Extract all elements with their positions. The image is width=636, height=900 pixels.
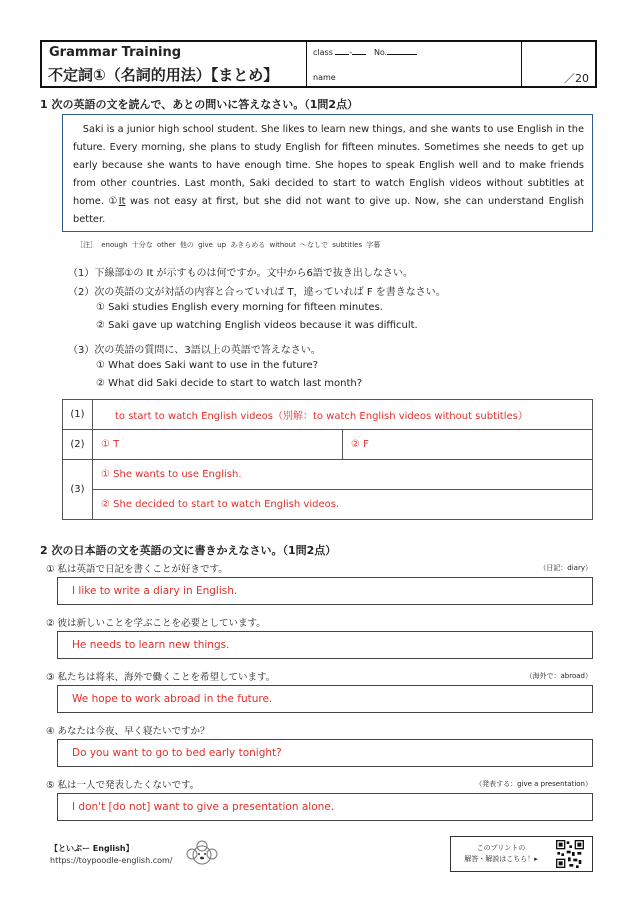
passage-line: to watch English videos without subtitles at home. bbox=[73, 178, 585, 208]
answer-number: (3) bbox=[63, 460, 93, 520]
translation-answer-2[interactable]: He needs to learn new things. bbox=[57, 631, 593, 659]
answer-row bbox=[63, 490, 593, 520]
reading-passage bbox=[62, 114, 593, 232]
translation-question-2: ② 彼は新しいことを学ぶことを必要としています。 bbox=[46, 618, 266, 629]
answer-cell[interactable]: ② F bbox=[343, 430, 593, 460]
answer-table bbox=[62, 399, 593, 520]
score-cell bbox=[522, 42, 595, 86]
translation-answer-4[interactable]: Do you want to go to bed early tonight? bbox=[57, 739, 593, 767]
answer-cell[interactable]: ① She wants to use English. bbox=[93, 460, 593, 490]
poodle-icon bbox=[184, 840, 220, 870]
no-label: No. bbox=[373, 48, 388, 57]
section1-title: 1 次の英語の文を読んで、あとの問いに答えなさい。（1問2点） bbox=[40, 98, 359, 111]
title-jp: 不定詞①（名詞的用法）【まとめ】 bbox=[48, 66, 279, 84]
hint-1: （日記：diary） bbox=[539, 564, 592, 572]
name-field[interactable]: name bbox=[313, 73, 336, 82]
question-1: （1）下線部①の It が示すものは何ですか。文中から6語で抜き出しなさい。 bbox=[68, 268, 413, 279]
answer-cell[interactable]: to start to watch English videos（別解：to watch English videos without subtitles） bbox=[93, 400, 593, 430]
student-info-cell bbox=[307, 42, 522, 86]
class-label: class bbox=[313, 48, 333, 57]
worksheet-header bbox=[40, 40, 597, 88]
translation-answer-1[interactable]: I like to write a diary in English. bbox=[57, 577, 593, 605]
vocabulary-notes: ［注］ enough 十分な other 他の give up あきらめる without ～なしで subtitles 字幕 bbox=[76, 241, 381, 249]
class-field[interactable] bbox=[313, 48, 417, 57]
answer-cell[interactable]: ② She decided to start to watch English videos. bbox=[93, 490, 593, 520]
section2-title: 2 次の日本語の文を英語の文に書きかえなさい。（1問2点） bbox=[40, 544, 337, 557]
translation-question-4: ④ あなたは今夜、早く寝たいですか？ bbox=[46, 726, 210, 737]
title-cell bbox=[42, 42, 307, 86]
answer-link-line: 解答・解説はこちら！▸ bbox=[464, 855, 538, 863]
passage-line: Saki is a junior high school student. She likes to learn new things, and she wants to use bbox=[82, 124, 514, 135]
question-3-item-2: ② What did Saki decide to start to watch last month? bbox=[96, 378, 363, 389]
passage-line: want to give up. Now, she can understand English better. bbox=[73, 196, 584, 226]
question-2: （2）次の英語の文が対話の内容と合っていれば T，違っていれば F を書きなさい。 bbox=[68, 287, 446, 298]
score-total: ／20 bbox=[564, 72, 589, 85]
answer-row bbox=[63, 460, 593, 490]
answer-row bbox=[63, 400, 593, 430]
translation-question-1: ① 私は英語で日記を書くことが好きです。 bbox=[46, 564, 228, 575]
brand-logo-text: 【といぷー English】 bbox=[50, 844, 134, 853]
answer-row bbox=[63, 430, 593, 460]
title-en: Grammar Training bbox=[49, 45, 182, 60]
answer-cell[interactable]: ① T bbox=[93, 430, 343, 460]
translation-answer-5[interactable]: I don't [do not] want to give a presentation alone. bbox=[57, 793, 593, 821]
hint-5: （発表する：give a presentation） bbox=[475, 780, 592, 788]
underline-marker: ① bbox=[108, 196, 119, 208]
class-dash: - bbox=[349, 48, 353, 57]
answer-number: (1) bbox=[63, 400, 93, 430]
qr-code-icon[interactable] bbox=[556, 840, 584, 868]
translation-question-3: ③ 私たちは将来、海外で働くことを希望しています。 bbox=[46, 672, 276, 683]
translation-question-5: ⑤ 私は一人で発表したくないです。 bbox=[46, 780, 200, 791]
question-2-item-2: ② Saki gave up watching English videos because it was difficult. bbox=[96, 320, 418, 331]
answer-number: (2) bbox=[63, 430, 93, 460]
passage-line: speak English well and to make friends from other countries. Last month, Saki decided to start bbox=[73, 160, 585, 190]
answer-link-text bbox=[455, 843, 547, 865]
passage-line: Sometimes she needs to get up early because she wants to have enough time. She hopes to bbox=[73, 142, 584, 172]
passage-line: English in the future. Every morning, she plans to study English for fifteen minutes. bbox=[73, 124, 584, 154]
translation-answer-3[interactable]: We hope to work abroad in the future. bbox=[57, 685, 593, 713]
hint-3: （海外で：abroad） bbox=[525, 672, 592, 680]
site-url-link[interactable]: https://toypoodle-english.com/ bbox=[50, 856, 173, 865]
question-3-item-1: ① What does Saki want to use in the future? bbox=[96, 360, 319, 371]
answer-link-line: このプリントの bbox=[476, 844, 526, 852]
question-3: （3）次の英語の質問に、3語以上の英語で答えなさい。 bbox=[68, 345, 321, 356]
underlined-word: It bbox=[118, 196, 126, 208]
passage-line: was not easy at first, but she did not bbox=[125, 196, 322, 208]
question-2-item-1: ① Saki studies English every morning for fifteen minutes. bbox=[96, 302, 383, 313]
